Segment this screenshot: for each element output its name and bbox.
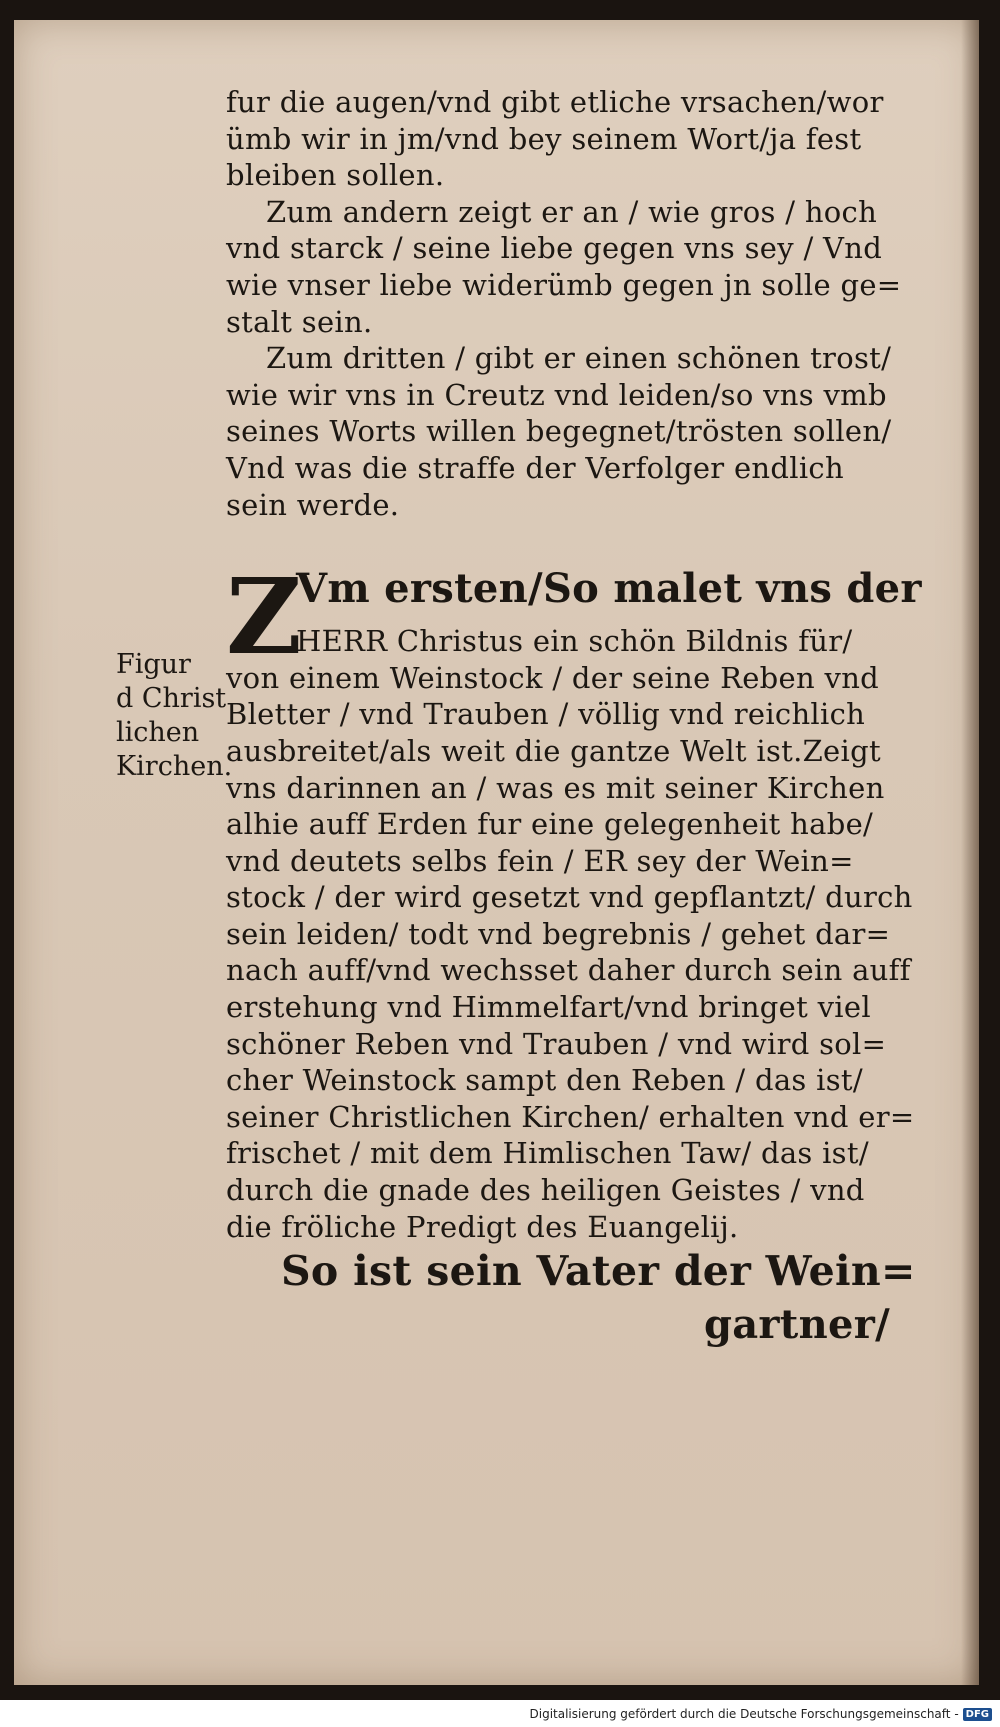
- text-line: cher Weinstock sampt den Reben / das ist/: [226, 1063, 863, 1098]
- text-line: wie vnser liebe widerümb gegen jn solle ge=: [226, 267, 902, 302]
- text-line: ümb wir in jm/vnd bey seinem Wort/ja fest: [226, 121, 862, 156]
- text-line: stock / der wird gesetzt vnd gepflantzt/ durch: [226, 880, 913, 915]
- text-line: frischet / mit dem Himlischen Taw/ das ist/: [226, 1136, 869, 1171]
- text-line: von einem Weinstock / der seine Reben vnd: [226, 660, 880, 695]
- text-line: wie wir vns in Creutz vnd leiden/so vns vmb: [226, 377, 887, 412]
- text-line: nach auff/vnd wechsset daher durch sein auff: [226, 953, 911, 988]
- text-line: bleiben sollen.: [226, 158, 445, 193]
- lead-line: Vm ersten/So malet vns der: [296, 565, 922, 613]
- main-text-block: [226, 84, 926, 1357]
- text-line: sein werde.: [226, 487, 400, 522]
- text-line: vnd starck / seine liebe gegen vns sey / Vnd: [226, 231, 883, 266]
- footer-text: Digitalisierung gefördert durch die Deutsche Forschungsgemeinschaft -: [529, 1707, 959, 1721]
- text-line: Zum andern zeigt er an / wie gros / hoch: [266, 194, 878, 229]
- marginal-line: Figur: [116, 649, 191, 680]
- text-line: Bletter / vnd Trauben / völlig vnd reichlich: [226, 697, 866, 732]
- paragraph-second: [226, 194, 926, 340]
- text-line: Vnd was die straffe der Verfolger endlich: [226, 450, 844, 485]
- digitization-footer: [530, 1705, 993, 1723]
- text-line: ausbreitet/als weit die gantze Welt ist.Zeigt: [226, 733, 881, 768]
- marginal-line: d Christ: [116, 683, 227, 714]
- paragraph-intro: [226, 84, 926, 194]
- text-line: Zum dritten / gibt er einen schönen trost/: [266, 341, 892, 376]
- paragraph-third: [226, 340, 926, 523]
- text-line: seines Worts willen begegnet/trösten sollen/: [226, 414, 892, 449]
- closing-line: So ist sein Vater der Wein=: [281, 1247, 916, 1296]
- catchword: gartner/: [703, 1301, 890, 1349]
- text-line: die fröliche Predigt des Euangelij.: [226, 1209, 739, 1244]
- text-line: alhie auff Erden fur eine gelegenheit habe/: [226, 807, 874, 842]
- paragraph-figure: [226, 555, 926, 1245]
- text-line: sein leiden/ todt vnd begrebnis / gehet dar=: [226, 916, 891, 951]
- dfg-logo: DFG: [963, 1708, 992, 1721]
- page-edge-shadow: [961, 20, 979, 1685]
- drop-cap-initial: Z: [226, 555, 303, 679]
- text-line: fur die augen/vnd gibt etliche vrsachen/wor: [226, 85, 884, 119]
- text-line: erstehung vnd Himmelfart/vnd bringet viel: [226, 990, 871, 1025]
- marginal-line: Kirchen.: [116, 751, 233, 782]
- text-line: HERR Christus ein schön Bildnis für/: [296, 624, 853, 659]
- marginal-note: [116, 648, 233, 784]
- text-line: vns darinnen an / was es mit seiner Kirchen: [226, 770, 885, 805]
- text-line: stalt sein.: [226, 304, 373, 339]
- text-line: schöner Reben vnd Trauben / vnd wird sol=: [226, 1026, 887, 1061]
- marginal-line: lichen: [116, 717, 200, 748]
- text-line: seiner Christlichen Kirchen/ erhalten vnd er=: [226, 1099, 915, 1134]
- text-line: durch die gnade des heiligen Geistes / vnd: [226, 1173, 865, 1208]
- paragraph-gap: [226, 523, 926, 569]
- text-line: vnd deutets selbs fein / ER sey der Wein=: [226, 843, 854, 878]
